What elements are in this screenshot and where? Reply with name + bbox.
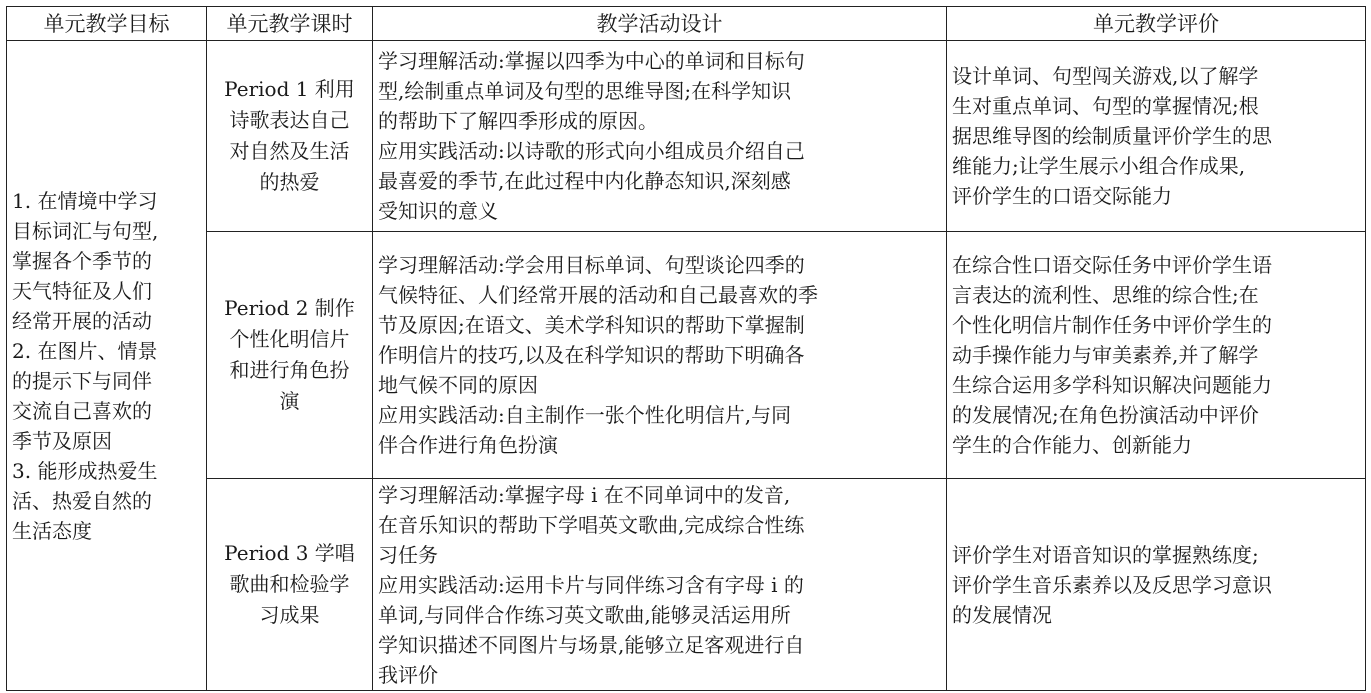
activity-line: 的帮助下了解四季形成的原因。 xyxy=(378,109,658,133)
period-cell xyxy=(207,479,373,691)
goal-line: 2. 在图片、情景 xyxy=(12,338,158,363)
header-evaluation: 单元教学评价 xyxy=(947,7,1366,41)
period-line: 和进行角色扮 xyxy=(229,358,350,382)
activity-line: 应用实践活动:自主制作一张个性化明信片,与同 xyxy=(378,403,792,427)
period-line: 诗歌表达自己 xyxy=(229,108,350,132)
goal-line: 季节及原因 xyxy=(12,428,112,453)
period-line: 的热爱 xyxy=(259,170,320,194)
goal-line: 天气特征及人们 xyxy=(12,278,152,303)
table-row-period-3 xyxy=(7,479,1366,691)
activity-cell xyxy=(373,41,947,232)
evaluation-line: 动手操作能力与审美素养,并了解学 xyxy=(952,343,1259,367)
activity-line: 气候特征、人们经常开展的活动和自己最喜欢的季 xyxy=(378,283,818,307)
header-row xyxy=(7,7,1366,41)
activity-line: 学习理解活动:学会用目标单词、句型谈论四季的 xyxy=(378,253,805,277)
unit-goals-cell xyxy=(7,41,207,691)
period-line: 演 xyxy=(279,389,300,413)
evaluation-line: 评价学生对语音知识的掌握熟练度; xyxy=(952,542,1259,567)
period-line: 个性化明信片 xyxy=(229,327,350,351)
period-line: Period 2 制作 xyxy=(224,296,355,320)
activity-line: 我评价 xyxy=(378,662,438,687)
activity-line: 应用实践活动:运用卡片与同伴练习含有字母 i 的 xyxy=(378,572,804,597)
evaluation-cell xyxy=(947,41,1366,232)
evaluation-line: 的发展情况;在角色扮演活动中评价 xyxy=(952,403,1259,427)
header-activity: 教学活动设计 xyxy=(373,7,947,41)
activity-line: 学习理解活动:掌握以四季为中心的单词和目标句 xyxy=(378,49,805,73)
activity-cell xyxy=(373,479,947,691)
goal-line: 1. 在情境中学习 xyxy=(12,188,158,213)
evaluation-line: 生对重点单词、句型的掌握情况;根 xyxy=(952,94,1259,118)
period-cell xyxy=(207,41,373,232)
goal-line: 目标词汇与句型, xyxy=(12,218,159,243)
header-goal: 单元教学目标 xyxy=(7,7,207,41)
activity-line: 在音乐知识的帮助下学唱英文歌曲,完成综合性练 xyxy=(378,512,805,537)
evaluation-line: 维能力;让学生展示小组合作成果, xyxy=(952,154,1246,178)
activity-line: 地气候不同的原因 xyxy=(378,373,538,397)
goal-line: 的提示下与同伴 xyxy=(12,368,152,393)
activity-line: 型,绘制重点单词及句型的思维导图;在科学知识 xyxy=(378,79,792,103)
activity-line: 学习理解活动:掌握字母 i 在不同单词中的发音, xyxy=(378,482,791,507)
evaluation-line: 评价学生的口语交际能力 xyxy=(952,184,1172,208)
evaluation-line: 在综合性口语交际任务中评价学生语 xyxy=(952,253,1272,277)
evaluation-line: 评价学生音乐素养以及反思学习意识 xyxy=(952,572,1272,597)
period-line: 对自然及生活 xyxy=(229,139,350,163)
period-line: 习成果 xyxy=(259,603,320,627)
header-period: 单元教学课时 xyxy=(207,7,373,41)
activity-cell xyxy=(373,232,947,479)
goal-line: 掌握各个季节的 xyxy=(12,248,152,273)
evaluation-cell xyxy=(947,479,1366,691)
evaluation-line: 的发展情况 xyxy=(952,602,1052,627)
evaluation-line: 据思维导图的绘制质量评价学生的思 xyxy=(952,124,1272,148)
unit-teaching-plan-table xyxy=(6,6,1366,691)
evaluation-line: 生综合运用多学科知识解决问题能力 xyxy=(952,373,1272,397)
goal-line: 经常开展的活动 xyxy=(12,308,152,333)
period-line: 歌曲和检验学 xyxy=(229,572,350,596)
evaluation-line: 学生的合作能力、创新能力 xyxy=(952,433,1192,457)
evaluation-cell xyxy=(947,232,1366,479)
goal-line: 3. 能形成热爱生 xyxy=(12,458,158,483)
goal-line: 生活态度 xyxy=(12,518,92,543)
activity-line: 作明信片的技巧,以及在科学知识的帮助下明确各 xyxy=(378,343,805,367)
period-cell xyxy=(207,232,373,479)
evaluation-line: 言表达的流利性、思维的综合性;在 xyxy=(952,283,1259,307)
activity-line: 节及原因;在语文、美术学科知识的帮助下掌握制 xyxy=(378,313,805,337)
goal-line: 活、热爱自然的 xyxy=(12,488,152,513)
activity-line: 学知识描述不同图片与场景,能够立足客观进行自 xyxy=(378,632,805,657)
goal-line: 交流自己喜欢的 xyxy=(12,398,152,423)
activity-line: 应用实践活动:以诗歌的形式向小组成员介绍自己 xyxy=(378,139,805,163)
activity-line: 受知识的意义 xyxy=(378,199,498,223)
period-line: Period 3 学唱 xyxy=(224,541,355,565)
activity-line: 伴合作进行角色扮演 xyxy=(378,433,558,457)
evaluation-line: 设计单词、句型闯关游戏,以了解学 xyxy=(952,64,1259,88)
period-line: Period 1 利用 xyxy=(224,77,355,101)
activity-line: 习任务 xyxy=(378,542,438,567)
table-row-period-1 xyxy=(7,41,1366,232)
activity-line: 单词,与同伴合作练习英文歌曲,能够灵活运用所 xyxy=(378,602,791,627)
table-row-period-2 xyxy=(7,232,1366,479)
evaluation-line: 个性化明信片制作任务中评价学生的 xyxy=(952,313,1272,337)
activity-line: 最喜爱的季节,在此过程中内化静态知识,深刻感 xyxy=(378,169,791,193)
